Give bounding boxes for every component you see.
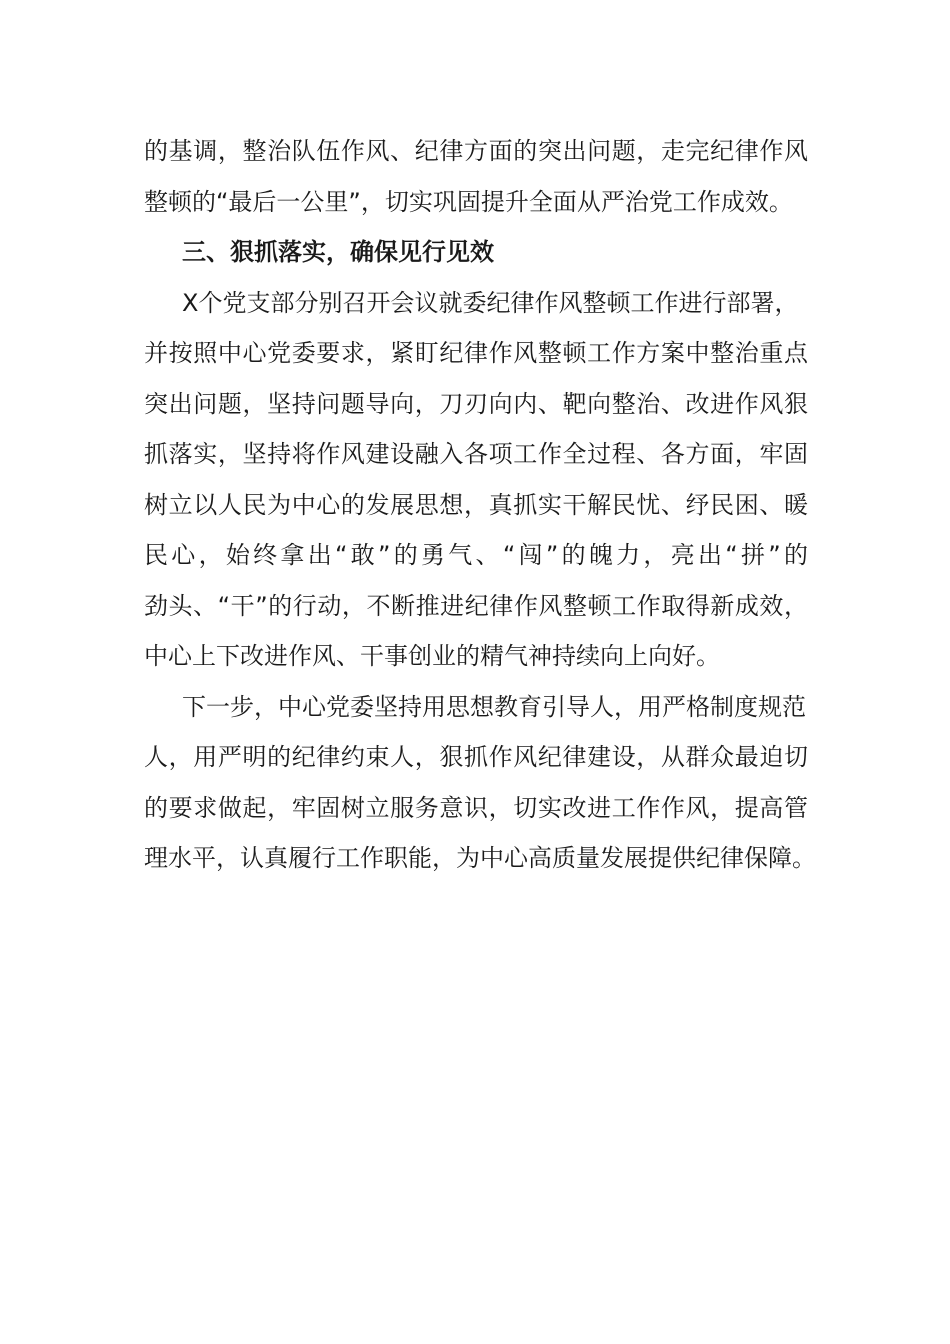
paragraph-line: X个党支部分别召开会议就委纪律作风整顿工作进行部署， — [182, 288, 799, 317]
paragraph-line: 理水平，认真履行工作职能，为中心高质量发展提供纪律保障。 — [144, 844, 816, 872]
document-body — [144, 126, 816, 884]
paragraph-line: 人，用严明的纪律约束人，狠抓作风纪律建设，从群众最迫切 — [144, 743, 808, 771]
paragraph-2 — [144, 682, 816, 884]
paragraph-line: 树立以人民为中心的发展思想，真抓实干解民忧、纾民困、暖 — [144, 490, 808, 519]
paragraph-line: 抓落实，坚持将作风建设融入各项工作全过程、各方面，牢固 — [144, 440, 808, 468]
paragraph-line: 并按照中心党委要求，紧盯纪律作风整顿工作方案中整治重点 — [144, 339, 808, 367]
paragraph-line: 的要求做起，牢固树立服务意识，切实改进工作作风，提高管 — [144, 793, 808, 822]
paragraph-line: 劲头、“干”的行动，不断推进纪律作风整顿工作取得新成效， — [144, 591, 808, 620]
paragraph-line: 突出问题，坚持问题导向，刀刃向内、靶向整治、改进作风狠 — [144, 389, 808, 418]
paragraph-line: 民心，始终拿出“敢”的勇气、“闯”的魄力，亮出“拼”的 — [144, 541, 808, 569]
paragraph-line: 下一步，中心党委坚持用思想教育引导人，用严格制度规范 — [182, 692, 806, 721]
paragraph-line: 的基调，整治队伍作风、纪律方面的突出问题，走完纪律作风 — [144, 137, 808, 165]
paragraph-1 — [144, 278, 808, 682]
paragraph-line: 整顿的“最后一公里”，切实巩固提升全面从严治党工作成效。 — [144, 187, 793, 216]
paragraph-line: 中心上下改进作风、干事创业的精气神持续向上向好。 — [144, 642, 720, 670]
intro-paragraph — [144, 126, 808, 227]
section-heading: 三、狠抓落实，确保见行见效 — [182, 238, 494, 266]
